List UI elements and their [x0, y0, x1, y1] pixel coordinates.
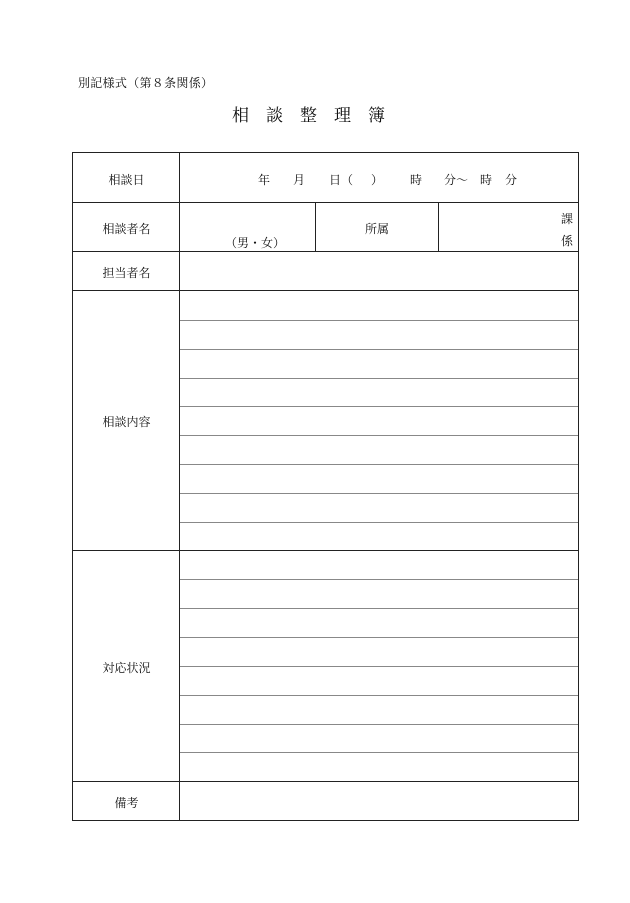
ruled-line — [180, 752, 578, 753]
response-status-label: 対応状況 — [102, 661, 151, 675]
date-field[interactable] — [181, 153, 578, 202]
ruled-line — [180, 349, 578, 350]
remarks-label: 備考 — [114, 796, 139, 810]
label-column-divider — [179, 153, 180, 820]
start-minute-unit: 分〜 — [444, 173, 469, 187]
weekday-close: ） — [371, 173, 384, 187]
ruled-line — [180, 724, 578, 725]
year-unit: 年 — [258, 173, 271, 187]
affiliation-field[interactable] — [439, 203, 578, 251]
ruled-line — [180, 435, 578, 436]
day-unit: 日（ — [329, 173, 354, 187]
consultation-form — [72, 152, 579, 821]
consultant-name-label: 相談者名 — [102, 222, 151, 236]
month-unit: 月 — [293, 173, 306, 187]
staff-name-field[interactable] — [181, 252, 578, 290]
content-field[interactable] — [181, 291, 578, 550]
affiliation-label: 所属 — [364, 222, 389, 236]
unit-unit: 係 — [561, 234, 574, 248]
consultant-name-field[interactable] — [181, 203, 315, 251]
ruled-line — [180, 695, 578, 696]
start-hour-unit: 時 — [410, 173, 423, 187]
form-reference: 別記様式（第８条関係） — [78, 76, 214, 90]
ruled-line — [180, 666, 578, 667]
ruled-line — [180, 464, 578, 465]
remarks-field[interactable] — [181, 782, 578, 820]
ruled-line — [180, 608, 578, 609]
gender-options: （男・女） — [225, 236, 286, 250]
ruled-line — [180, 637, 578, 638]
ruled-line — [180, 378, 578, 379]
ruled-line — [180, 579, 578, 580]
ruled-line — [180, 493, 578, 494]
date-label: 相談日 — [108, 173, 145, 187]
ruled-line — [180, 320, 578, 321]
end-minute-unit: 分 — [505, 173, 518, 187]
end-hour-unit: 時 — [480, 173, 493, 187]
document-title: 相談整理簿 — [232, 106, 402, 126]
section-unit: 課 — [561, 212, 574, 226]
ruled-line — [180, 406, 578, 407]
staff-name-label: 担当者名 — [102, 266, 151, 280]
content-label: 相談内容 — [102, 415, 151, 429]
ruled-line — [180, 522, 578, 523]
